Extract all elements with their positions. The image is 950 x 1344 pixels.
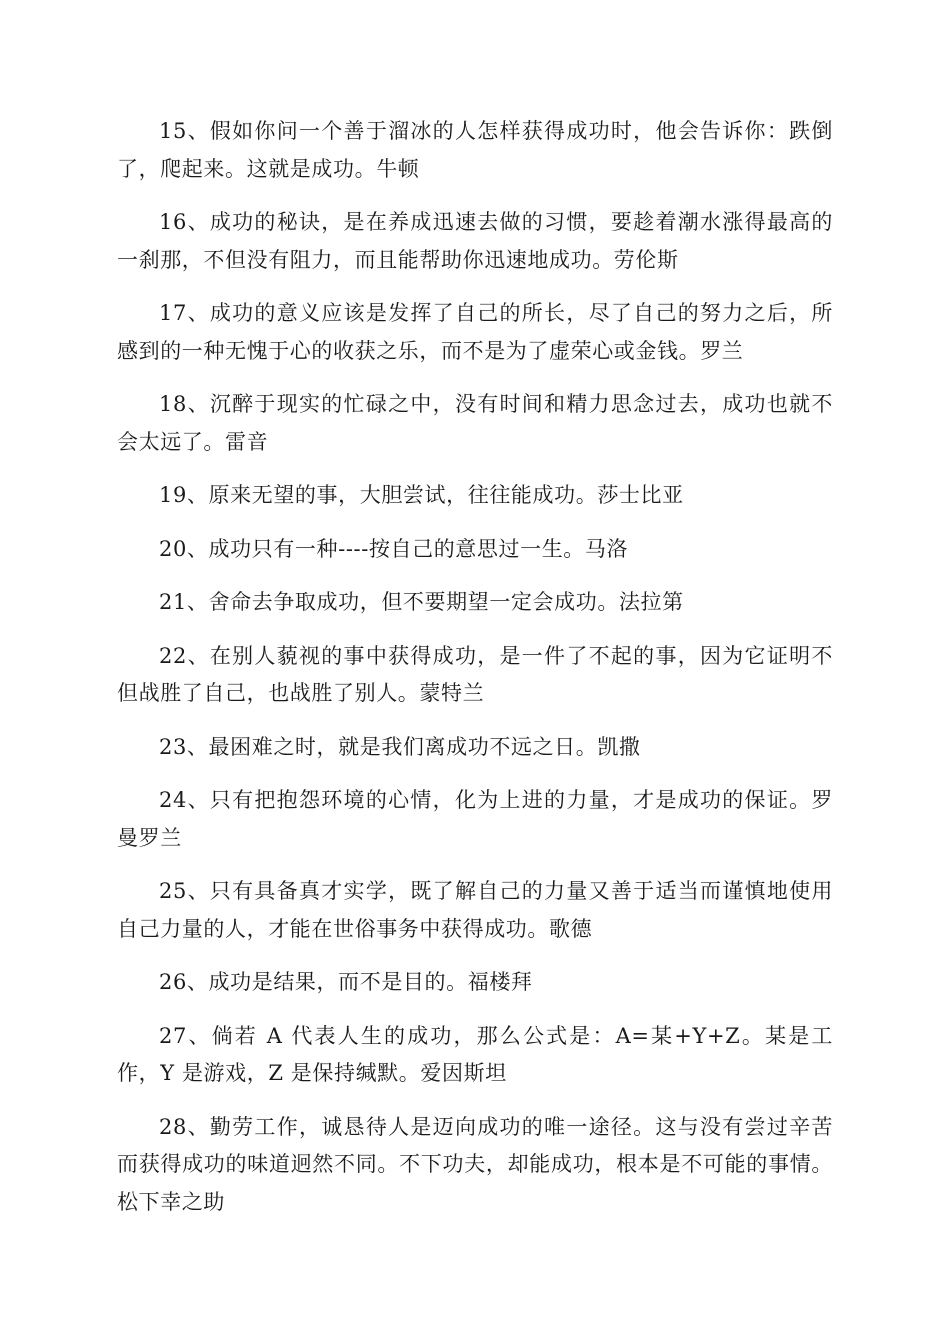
quote-paragraph-21: 21、舍命去争取成功，但不要期望一定会成功。法拉第	[159, 590, 684, 614]
quote-paragraph-24: 24、只有把抱怨环境的心情，化为上进的力量，才是成功的保证。罗曼罗兰	[117, 788, 833, 850]
quote-paragraph-15: 15、假如你问一个善于溜冰的人怎样获得成功时，他会告诉你：跌倒了，爬起来。这就是成功。牛顿	[117, 119, 833, 181]
quote-paragraph-25: 25、只有具备真才实学，既了解自己的力量又善于适当而谨慎地使用自己力量的人，才能在世俗事务中获得成功。歌德	[117, 879, 833, 941]
quote-paragraph-26: 26、成功是结果，而不是目的。福楼拜	[159, 970, 533, 994]
quote-paragraph-19: 19、原来无望的事，大胆尝试，往往能成功。莎士比亚	[159, 483, 684, 507]
document-body	[117, 113, 833, 1237]
quote-paragraph-28: 28、勤劳工作，诚恳待人是迈向成功的唯一途径。这与没有尝过辛苦而获得成功的味道迥然不同。不下功夫，却能成功，根本是不可能的事情。松下幸之助	[117, 1114, 833, 1214]
quote-paragraph-18: 18、沉醉于现实的忙碌之中，没有时间和精力思念过去，成功也就不会太远了。雷音	[117, 392, 833, 454]
quote-paragraph-16: 16、成功的秘诀，是在养成迅速去做的习惯，要趁着潮水涨得最高的一刹那，不但没有阻力，而且能帮助你迅速地成功。劳伦斯	[117, 210, 833, 272]
quote-paragraph-17: 17、成功的意义应该是发挥了自己的所长，尽了自己的努力之后，所感到的一种无愧于心的收获之乐，而不是为了虚荣心或金钱。罗兰	[117, 301, 833, 363]
quote-paragraph-27: 27、倘若 A 代表人生的成功，那么公式是：A=某+Y+Z。某是工作，Y 是游戏，Z 是保持缄默。爱因斯坦	[117, 1023, 833, 1085]
quote-paragraph-23: 23、最困难之时，就是我们离成功不远之日。凯撒	[159, 734, 641, 759]
quote-paragraph-22: 22、在别人藐视的事中获得成功，是一件了不起的事，因为它证明不但战胜了自己，也战胜了别人。蒙特兰	[117, 643, 833, 705]
quote-paragraph-20: 20、成功只有一种----按自己的意思过一生。马洛	[159, 536, 629, 561]
